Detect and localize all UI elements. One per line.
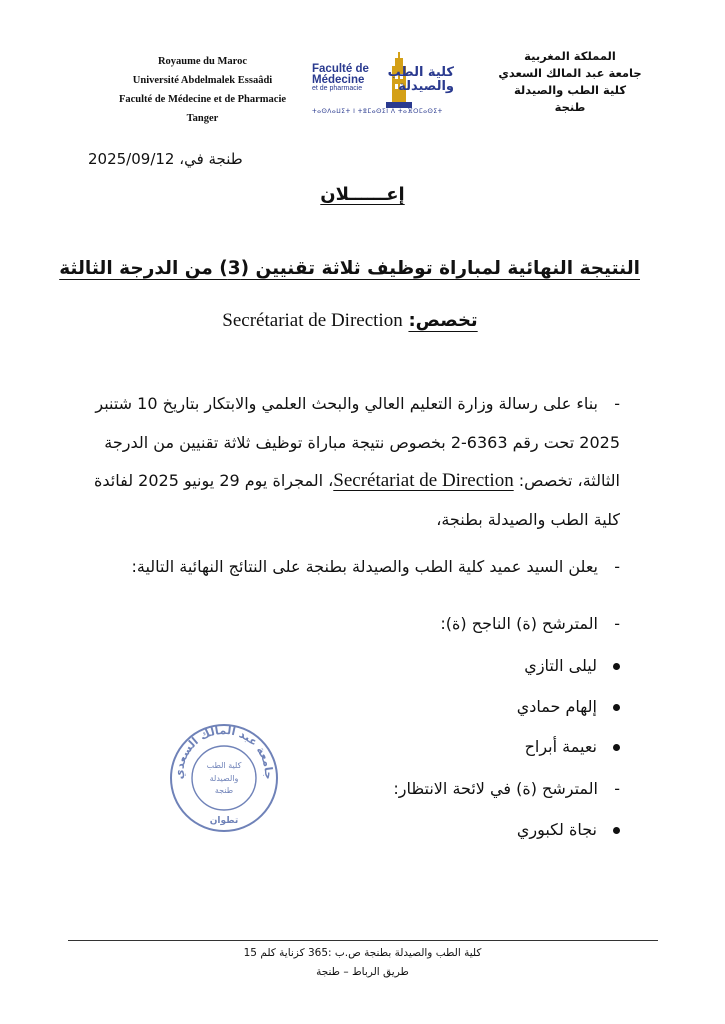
header-fr-faculty: Faculté de Médecine et de Pharmacie [118, 94, 287, 105]
header-fr-city: Tanger [186, 113, 219, 124]
faculty-logo [308, 50, 458, 128]
announcement-text: إعــــــلان [320, 184, 405, 205]
paragraph1-text-part1: بناء على رسالة وزارة التعليم العالي والبحث العلمي والابتكار بتاريخ 10 شتنبر 2025 تحت رقم 6363-2 بخصوص نتيجة مباراة توظيف ثلاثة تقنيين من الدرجة الثالثة، تخصص: [95, 394, 620, 490]
svg-text:والصيدلة: والصيدلة [209, 774, 239, 783]
footer-line2: طريق الرباط – طنجة [316, 966, 409, 978]
candidate-name: ليلى التازي [524, 656, 597, 675]
footer-line1: كلية الطب والصيدلة بطنجة ص.ب :365 كزناية كلم 15 [243, 947, 482, 959]
successful-label: المترشح (ة) الناجح (ة): [440, 614, 598, 633]
header-ar-faculty: كلية الطب والصيدلة [513, 83, 627, 97]
header-arabic [485, 48, 655, 116]
document-date: طنجة في، 2025/09/12 [88, 150, 243, 168]
candidate-name: إلهام حمادي [516, 697, 597, 716]
footer-address [0, 944, 725, 982]
list-item [525, 737, 620, 756]
candidate-name: نعيمة أبراح [524, 737, 597, 756]
header-fr-kingdom: Royaume du Maroc [157, 56, 248, 67]
specialty-label: تخصص: [408, 310, 478, 331]
specialty-value: Secrétariat de Direction [222, 310, 403, 331]
bullet-icon [613, 827, 620, 834]
waitlist-dash: - [614, 779, 620, 798]
paragraph-announce [90, 548, 620, 587]
header-ar-city: طنجة [554, 100, 586, 114]
paragraph-basis [90, 385, 620, 539]
logo-ar-line2: والصيدلة [398, 79, 454, 94]
header-french [100, 52, 305, 128]
svg-text:كلية الطب: كلية الطب [206, 761, 242, 770]
waitlist-name: نجاة لكبوري [516, 820, 597, 839]
paragraph2-dash: - [614, 557, 620, 576]
logo-ar-line1: كلية الطب [387, 65, 454, 80]
successful-dash: - [614, 614, 620, 633]
bullet-icon [613, 744, 620, 751]
header-ar-university: جامعة عبد المالك السعدي [498, 66, 642, 80]
bullet-icon [613, 663, 620, 670]
svg-text:تطوان: تطوان [209, 816, 239, 826]
logo-french-text [312, 64, 369, 93]
subject-text: النتيجة النهائية لمباراة توظيف ثلاثة تقنيين (3) من الدرجة الثالثة [59, 258, 640, 279]
header-ar-kingdom: المملكة المغربية [524, 49, 616, 63]
logo-tifinagh-text: ⵜⴰⵙⴷⴰⵡⵉⵜ ⵏ ⵜⴻⵎⴰⵙⵉⵏ ⴷ ⵜⴰⴼⵔⵎⴰⵙⵉⵜ [312, 108, 443, 115]
footer-divider [68, 940, 658, 941]
svg-text:جامعة عبد المالك السعدي: جامعة عبد المالك السعدي [172, 723, 276, 780]
specialty-line [60, 310, 640, 332]
bullet-icon [613, 704, 620, 711]
subject-heading [60, 258, 640, 279]
svg-text:طنجة: طنجة [214, 786, 234, 795]
header-fr-university: Université Abdelmalek Essaâdi [132, 75, 273, 86]
official-stamp [168, 722, 280, 834]
list-item [517, 697, 620, 716]
logo-fr-line1: Faculté de [312, 63, 369, 75]
waitlist-heading [393, 779, 620, 798]
waitlist-label: المترشح (ة) في لائحة الانتظار: [393, 779, 598, 798]
paragraph1-dash: - [614, 394, 620, 413]
logo-arabic-text [388, 66, 454, 94]
list-item [524, 656, 620, 675]
paragraph1-text-part2: ، المجراة يوم 29 يونيو 2025 لفائدة كلية الطب والصيدلة بطنجة، [93, 471, 620, 529]
paragraph2-text: يعلن السيد عميد كلية الطب والصيدلة بطنجة على النتائج النهائية التالية: [131, 557, 598, 576]
announcement-title [0, 184, 725, 205]
list-item [517, 820, 620, 839]
logo-fr-line2: Médecine [312, 73, 365, 86]
logo-fr-line3: et de pharmacie [312, 85, 363, 92]
paragraph1-specialty: Secrétariat de Direction [333, 470, 514, 491]
successful-heading [440, 614, 620, 633]
